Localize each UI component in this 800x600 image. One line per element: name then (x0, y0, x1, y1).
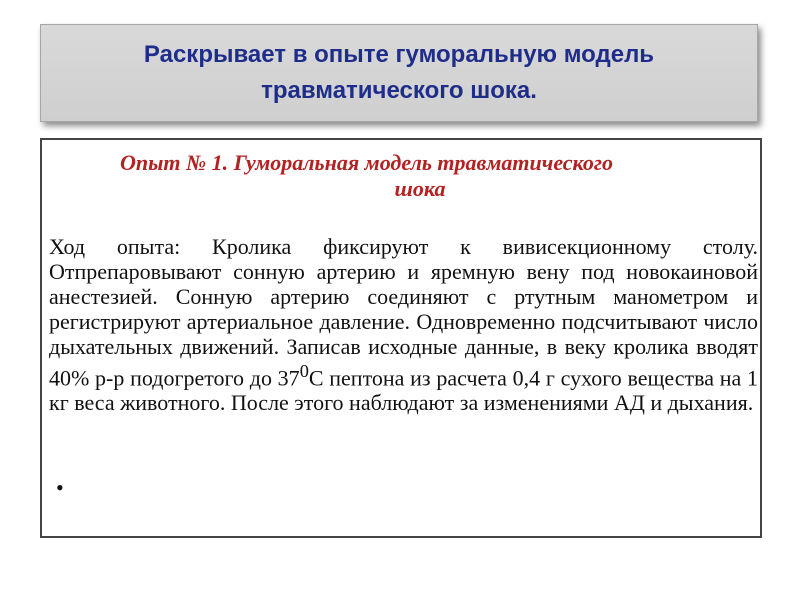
degree-superscript: 0 (299, 361, 309, 381)
slide-title-line2: травматического шока. (261, 77, 537, 104)
content-box (40, 138, 762, 538)
description-part2: С пептона из расчета 0,4 г сухого вещества на 1 кг веса животного. После этого наблюдают за изменениями АД и дыхания. (49, 365, 758, 416)
slide-title (144, 37, 654, 109)
slide-title-line1: Раскрывает в опыте гуморальную модель (143, 41, 655, 68)
empty-bullet: • (56, 475, 64, 500)
experiment-description (49, 234, 758, 415)
description-part1: Ход опыта: Кролика фиксируют к вивисекционному столу. Отпрепаровывают сонную артерию и яремную вену под новокаиновой анестезией. Сонную артерию соединяют с ртутным манометром и регистрируют артериальное давление. Одновременно подсчитывают число дыхательных движений. Записав исходные данные, в веку кролика вводят 40% р-р подогретого до 37 (49, 234, 758, 391)
subtitle-line2: шока (394, 176, 446, 201)
slide-title-box (40, 24, 758, 122)
subtitle-line1: Опыт № 1. Гуморальная модель травматического (120, 150, 613, 175)
experiment-subtitle (120, 150, 760, 202)
